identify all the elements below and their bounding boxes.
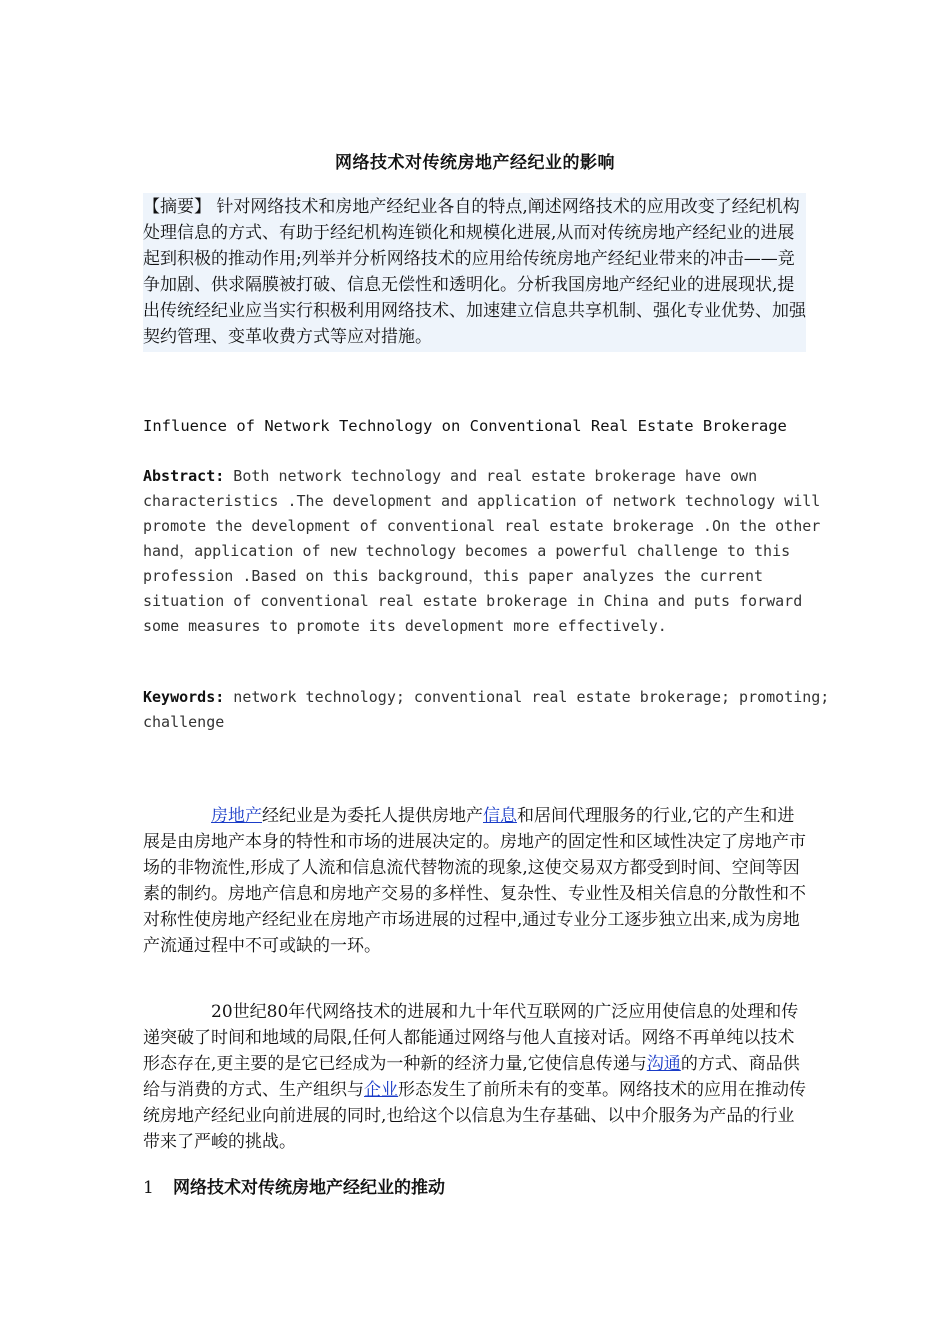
section-heading-1 xyxy=(143,1173,445,1198)
english-abstract-text: Both network technology and real estate brokerage have own characteristics .The development and application of network technology will promote the development of conventional real estate brokerage .On the other hand，application of new technology becomes a powerful challenge to this profession .Based on this background，this paper analyzes the current situation of conventional real estate brokerage in China and puts forward some measures to promote its development more effectively. xyxy=(143,467,821,635)
link-enterprise[interactable]: 企业 xyxy=(364,1080,398,1100)
english-keywords xyxy=(143,685,833,735)
body-paragraph-1 xyxy=(143,803,806,959)
link-communication[interactable]: 沟通 xyxy=(646,1054,681,1074)
link-real-estate[interactable]: 房地产 xyxy=(211,806,262,826)
paragraph-2-text-b: 的方式、商品供给与消费的方式、生产组织与 xyxy=(143,1054,800,1100)
keywords-label: Keywords: xyxy=(143,688,225,706)
chinese-abstract xyxy=(143,193,806,352)
section-number: 1 xyxy=(143,1178,154,1198)
abstract-text: 针对网络技术和房地产经纪业各自的特点,阐述网络技术的应用改变了经纪机构处理信息的方式、有助于经纪机构连锁化和规模化进展,从而对传统房地产经纪业的进展起到积极的推动作用;列举并分析网络技术的应用给传统房地产经纪业带来的冲击——竞争加剧、供求隔膜被打破、信息无偿性和透明化。分析我国房地产经纪业的进展现状,提出传统经纪业应当实行积极利用网络技术、加速建立信息共享机制、强化专业优势、加强契约管理、变革收费方式等应对措施。 xyxy=(143,197,806,347)
paragraph-2-text-a: 20世纪80年代网络技术的进展和九十年代互联网的广泛应用使信息的处理和传递突破了时间和地域的局限,任何人都能通过网络与他人直接对话。网络不再单纯以技术形态存在,更主要的是它已经成为一种新的经济力量,它使信息传递与 xyxy=(143,1002,799,1074)
section-heading-text: 网络技术对传统房地产经纪业的推动 xyxy=(173,1178,445,1198)
paragraph-2-text-c: 形态发生了前所未有的变革。网络技术的应用在推动传统房地产经纪业向前进展的同时,也给这个以信息为生存基础、以中介服务为产品的行业带来了严峻的挑战。 xyxy=(143,1080,806,1152)
document-title: 网络技术对传统房地产经纪业的影响 xyxy=(335,153,615,173)
link-information[interactable]: 信息 xyxy=(483,806,517,826)
body-paragraph-2 xyxy=(143,999,806,1155)
english-abstract-label: Abstract: xyxy=(143,467,225,485)
keywords-text: network technology; conventional real estate brokerage; promoting; challenge xyxy=(143,688,830,731)
paragraph-1-text-b: 和居间代理服务的行业,它的产生和进展是由房地产本身的特性和市场的进展决定的。房地产的固定性和区域性决定了房地产市场的非物流性,形成了人流和信息流代替物流的现象,这使交易双方都受到时间、空间等因素的制约。房地产信息和房地产交易的多样性、复杂性、专业性及相关信息的分散性和不对称性使房地产经纪业在房地产市场进展的过程中,通过专业分工逐步独立出来,成为房地产流通过程中不可或缺的一环。 xyxy=(143,806,806,956)
paragraph-1-text-a: 经纪业是为委托人提供房地产 xyxy=(262,806,483,826)
english-title: Influence of Network Technology on Conventional Real Estate Brokerage xyxy=(143,417,787,435)
abstract-label: 【摘要】 xyxy=(143,197,211,217)
english-abstract xyxy=(143,464,833,639)
